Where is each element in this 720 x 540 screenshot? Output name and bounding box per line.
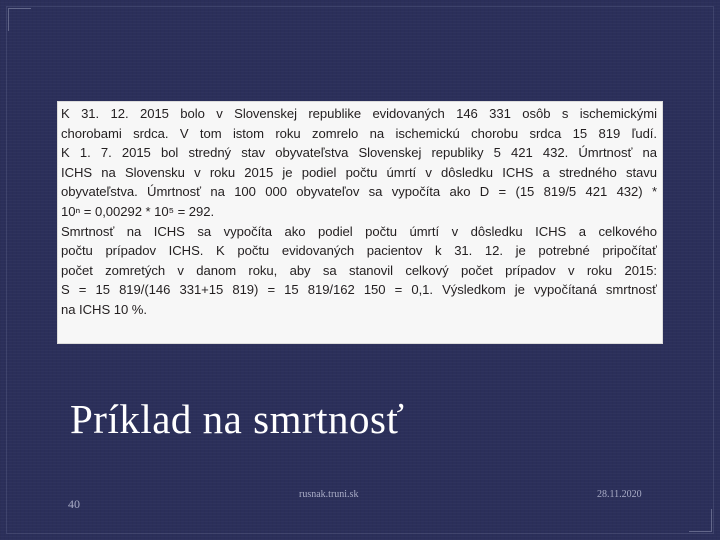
content-line: S = 15 819/(146 331+15 819) = 15 819/162 150 = 0,1. Výsledkom je vypočítaná smrtnosť <box>61 282 657 298</box>
corner-decoration-bottom-right <box>689 509 712 532</box>
content-line: K 31. 12. 2015 bolo v Slovenskej republike evidovaných 146 331 osôb s ischemickými <box>61 106 657 121</box>
content-line: na ICHS 10 %. <box>61 301 147 317</box>
content-line: počtu prípadov ICHS. K počtu evidovaných pacientov k 31. 12. je potrebné pripočítať <box>61 243 657 259</box>
content-line: chorobami srdca. V tom istom roku zomrelo na ischemickú chorobu srdca 15 819 ľudí. <box>61 125 657 141</box>
example-text-box <box>57 101 663 344</box>
corner-decoration-top-left <box>8 8 31 31</box>
content-line: počet zomretých v danom roku, aby sa stanovil celkový počet prípadov v roku 2015: <box>61 262 657 278</box>
content-line: 10ⁿ = 0,00292 * 10⁵ = 292. <box>61 203 215 219</box>
content-line: obyvateľstva. Úmrtnosť na 100 000 obyvateľov sa vypočíta ako D = (15 819/5 421 432) * <box>61 184 657 200</box>
content-line: Smrtnosť na ICHS sa vypočíta ako podiel počtu úmrtí v dôsledku ICHS a celkového <box>61 223 657 239</box>
content-line: K 1. 7. 2015 bol stredný stav obyvateľstva Slovenskej republiky 5 421 432. Úmrtnosť na <box>61 145 657 161</box>
page-number: 40 <box>68 497 80 511</box>
slide-title: Príklad na smrtnosť <box>70 396 405 442</box>
footer-date: 28.11.2020 <box>597 489 642 500</box>
footer-website: rusnak.truni.sk <box>299 489 359 500</box>
content-line: ICHS na Slovensku v roku 2015 je podiel počtu úmrtí v dôsledku ICHS a stredného stavu <box>61 164 657 180</box>
